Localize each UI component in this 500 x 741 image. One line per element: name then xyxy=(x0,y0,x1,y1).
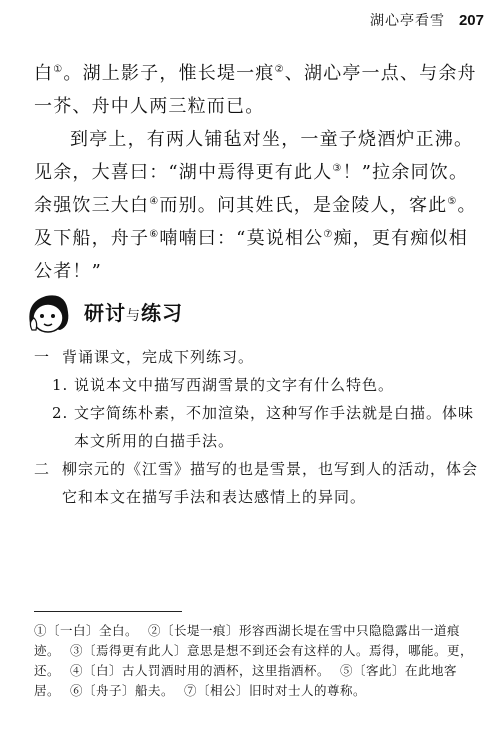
page-header xyxy=(370,10,484,30)
footnote: ③〔焉得更有此人〕意思是想不到还会有这样的人。焉得，哪能。更，还。 xyxy=(34,643,474,678)
footnote: ⑤〔客此〕在此地客居。 xyxy=(34,663,458,698)
footnote-ref-7: ⑦ xyxy=(323,229,334,240)
footnote: ⑦〔相公〕旧时对士人的尊称。 xyxy=(184,683,367,698)
exercise-section-heading xyxy=(20,286,183,336)
exercise-item: 二 柳宗元的《江雪》描写的也是雪景，也写到人的活动，体会它和本文在描写手法和表达感情上的异同。 xyxy=(34,460,479,506)
paragraph-1: 白①。湖上影子，惟长堤一痕②、湖心亭一点、与余舟一芥、舟中人两三粒而已。 xyxy=(34,63,477,117)
page-number: 207 xyxy=(458,12,484,29)
exercise-list xyxy=(34,343,484,511)
footnote-ref-6: ⑥ xyxy=(149,229,160,240)
article-body xyxy=(34,57,480,288)
footnote: ⑥〔舟子〕船夫。 xyxy=(70,683,175,698)
exercise-subitem: 1. 说说本文中描写西湖雪景的文字有什么特色。 xyxy=(52,376,395,394)
footnote: ①〔一白〕全白。 xyxy=(34,623,139,638)
running-title: 湖心亭看雪 xyxy=(369,13,445,29)
footnote-ref-2: ② xyxy=(274,64,285,75)
section-title: 研讨与练习 xyxy=(84,300,183,325)
footnote: ④〔白〕古人罚酒时用的酒杯，这里指酒杯。 xyxy=(70,663,331,678)
footnote-ref-1: ① xyxy=(53,64,64,75)
footnote-ref-3: ③ xyxy=(332,163,343,174)
paragraph-2: 到亭上，有两人铺毡对坐，一童子烧酒炉正沸。见余，大喜曰：“湖中焉得更有此人③！”拉余同饮。余强饮三大白④而别。问其姓氏，是金陵人，客此⑤。及下船，舟子⑥喃喃曰：“莫说相公⑦痴，更有痴似相公者！” xyxy=(34,129,477,282)
exercise-subitem: 2. 文字简练朴素，不加渲染，这种写作手法就是白描。体味本文所用的白描手法。 xyxy=(52,404,475,450)
footnote: ②〔长堤一痕〕形容西湖长堤在雪中只隐隐露出一道痕迹。 xyxy=(34,623,461,658)
footnote-divider xyxy=(34,611,182,612)
exercise-item: 一 背诵课文，完成下列练习。 xyxy=(34,348,255,366)
footnote-ref-4: ④ xyxy=(149,196,160,207)
footnote-ref-5: ⑤ xyxy=(447,196,458,207)
thinking-child-icon xyxy=(20,286,76,336)
footnotes xyxy=(34,621,486,701)
